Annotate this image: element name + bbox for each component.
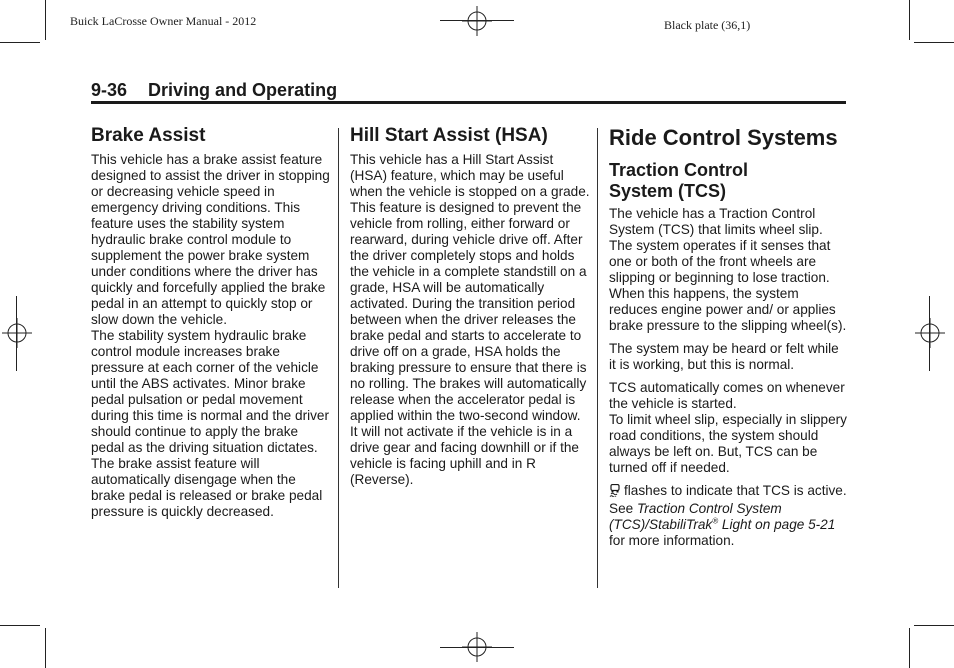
crop-mark — [914, 42, 954, 43]
paragraph: The vehicle has a Traction Control System (TCS) that limits wheel slip. The system operates if it senses that one or both of the front wheels are slipping or beginning to lose traction. When this happens, the system reduces engine power and/ or applies brake pressure to the slipping wheel(s). — [609, 206, 847, 333]
registration-mark-icon — [462, 632, 492, 662]
heading-ride-control-systems: Ride Control Systems — [609, 125, 838, 150]
paragraph: This vehicle has a brake assist feature designed to assist the driver in stopping or decreasing vehicle speed in emergency driving conditions. This feature uses the stability system hydraulic brake control module to supplement the power brake system under conditions where the driver has quickly and forcefully applied the brake pedal in an attempt to quickly stop or slow down the vehicle. — [91, 152, 330, 327]
crop-mark — [45, 628, 46, 668]
registration-mark-icon — [462, 6, 492, 36]
tcs-skid-icon — [609, 484, 621, 501]
registration-mark-icon — [915, 318, 945, 348]
crop-mark — [909, 0, 910, 40]
paragraph: The system may be heard or felt while it is working, but this is normal. — [609, 341, 839, 372]
paragraph-tcs-light — [609, 483, 849, 549]
column-hill-start-assist — [350, 124, 590, 488]
manual-title: Buick LaCrosse Owner Manual - 2012 — [70, 14, 257, 28]
cross-reference-text: Traction Control System (TCS)/StabiliTrak — [609, 501, 782, 532]
paragraph: The stability system hydraulic brake control module increases brake pressure at each corner of the vehicle until the ABS activates. Minor brake pedal pulsation or pedal movement during this time is normal and the driver should continue to apply the brake pedal as the driving situation dictates. — [91, 328, 329, 455]
section-title: Driving and Operating — [148, 80, 338, 100]
tcs-light-text-end: for more information. — [609, 533, 735, 548]
plate-label: Black plate (36,1) — [664, 18, 751, 32]
column-ride-control — [609, 124, 849, 549]
section-header — [91, 80, 846, 101]
crop-mark — [0, 42, 40, 43]
column-brake-assist — [91, 124, 331, 520]
paragraph: The brake assist feature will automatically disengage when the brake pedal is released or brake pedal pressure is quickly decreased. — [91, 456, 323, 519]
cross-reference-link[interactable] — [609, 501, 835, 532]
section-rule — [91, 101, 846, 104]
column-divider — [597, 128, 598, 588]
crop-mark — [0, 625, 40, 626]
subheading-traction-control: Traction Control System (TCS) — [609, 160, 748, 201]
column-divider — [338, 128, 339, 588]
cross-reference-page: Light on page 5-21 — [718, 517, 836, 532]
heading-brake-assist: Brake Assist — [91, 125, 206, 146]
crop-mark — [914, 625, 954, 626]
registered-mark: ® — [712, 516, 719, 526]
paragraph: This vehicle has a Hill Start Assist (HSA) feature, which may be useful when the vehicle is stopped on a grade. This feature is designed to prevent the vehicle from rolling, either forward or rearward, during vehicle drive off. After the driver completely stops and holds the vehicle in a complete standstill on a grade, HSA will be automatically activated. During the transition period between when the driver releases the brake pedal and starts to accelerate to drive off on a grade, HSA holds the braking pressure to ensure that there is no rolling. The brakes will automatically release when the accelerator pedal is applied within the two-second window. It will not activate if the vehicle is in a drive gear and facing downhill or if the vehicle is facing uphill and in R (Reverse). — [350, 152, 590, 487]
crop-mark — [45, 0, 46, 40]
paragraph: TCS automatically comes on whenever the vehicle is started. — [609, 380, 845, 411]
registration-mark-icon — [2, 318, 32, 348]
tcs-light-text: flashes to indicate that TCS is active. See — [609, 483, 847, 516]
heading-hill-start-assist: Hill Start Assist (HSA) — [350, 125, 548, 146]
crop-mark — [909, 628, 910, 668]
page-number: 9-36 — [91, 80, 128, 100]
paragraph: To limit wheel slip, especially in slippery road conditions, the system should always be left on. But, TCS can be turned off if needed. — [609, 412, 847, 475]
